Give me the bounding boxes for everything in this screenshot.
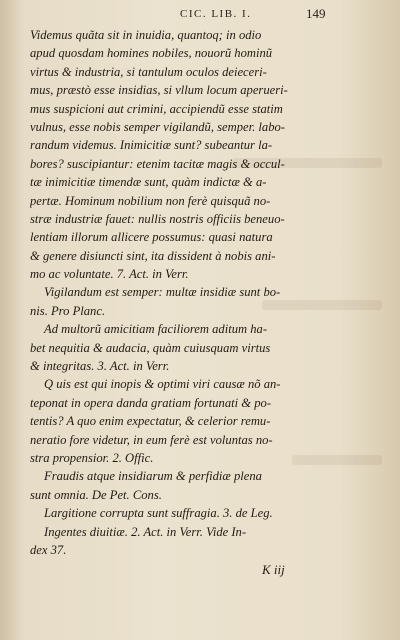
text-line: Videmus quãta sit in inuidia, quantoq; in odio	[30, 28, 262, 42]
text-line: Largitione corrupta sunt suffragia. 3. de Leg.	[44, 506, 273, 521]
text-line: nis. Pro Planc.	[30, 303, 106, 318]
text-line: tæ inimicitiæ timendæ sunt, quàm indictæ & a-	[30, 175, 267, 190]
text-line: Ad multorũ amicitiam faciliorem aditum ha-	[44, 322, 268, 337]
text-line: Q uis est qui inopis & optimi viri causæ nõ an-	[44, 377, 281, 392]
text-line: apud quosdam homines nobiles, nouorũ hominũ	[30, 46, 273, 61]
text-line: lentiam illorum allicere possumus: quasi natura	[30, 230, 273, 245]
text-line: bores? suscipiantur: etenim tacitæ magis & occul-	[30, 156, 285, 171]
text-line: Ingentes diuitiæ. 2. Act. in Verr. Vide In-	[44, 524, 247, 539]
text-line: dex 37.	[30, 542, 67, 557]
page-number: 149	[306, 6, 326, 21]
text-line: Vigilandum est semper: multæ insidiæ sunt bo-	[44, 285, 281, 300]
running-head: CIC. LIB. I.	[180, 8, 252, 20]
text-line: sunt omnia. De Pet. Cons.	[30, 487, 162, 502]
text-line: randum videmus. Inimicitiæ sunt? subeantur la-	[30, 138, 273, 153]
text-line: stra propensior. 2. Offic.	[30, 450, 154, 465]
text-line: tentis? A quo enim expectatur, & celerior remu-	[30, 414, 271, 429]
page-header	[0, 6, 400, 26]
text-line: mus, præstò esse insidias, si vllum locum aperueri-	[30, 83, 288, 98]
text-line: neratio fore videtur, in eum ferè est voluntas no-	[30, 432, 273, 447]
text-line: Fraudis atque insidiarum & perfidiæ plena	[44, 469, 262, 484]
text-line: stræ industriæ fauet: nullis nostris officiis beneuo-	[30, 211, 285, 226]
text-block	[30, 26, 350, 559]
text-line: vulnus, esse nobis semper vigilandũ, semper. labo-	[30, 119, 285, 134]
text-line: & integritas. 3. Act. in Verr.	[30, 359, 170, 374]
text-line: mo ac voluntate. 7. Act. in Verr.	[30, 267, 189, 282]
text-line: pertæ. Hominum nobilium non ferè quisquã no-	[30, 193, 271, 208]
text-line: virtus & industria, si tantulum oculos deieceri-	[30, 64, 267, 79]
text-line: teponat in opera danda gratiam fortunati & po-	[30, 395, 272, 410]
signature-mark: K iij	[262, 562, 285, 577]
text-line: bet nequitia & audacia, quàm cuiusquam virtus	[30, 340, 271, 355]
text-line: & genere disiuncti sint, ita dissident à nobis ani-	[30, 248, 276, 263]
text-line: mus suspicioni aut crimini, accipiendũ esse statim	[30, 101, 283, 116]
